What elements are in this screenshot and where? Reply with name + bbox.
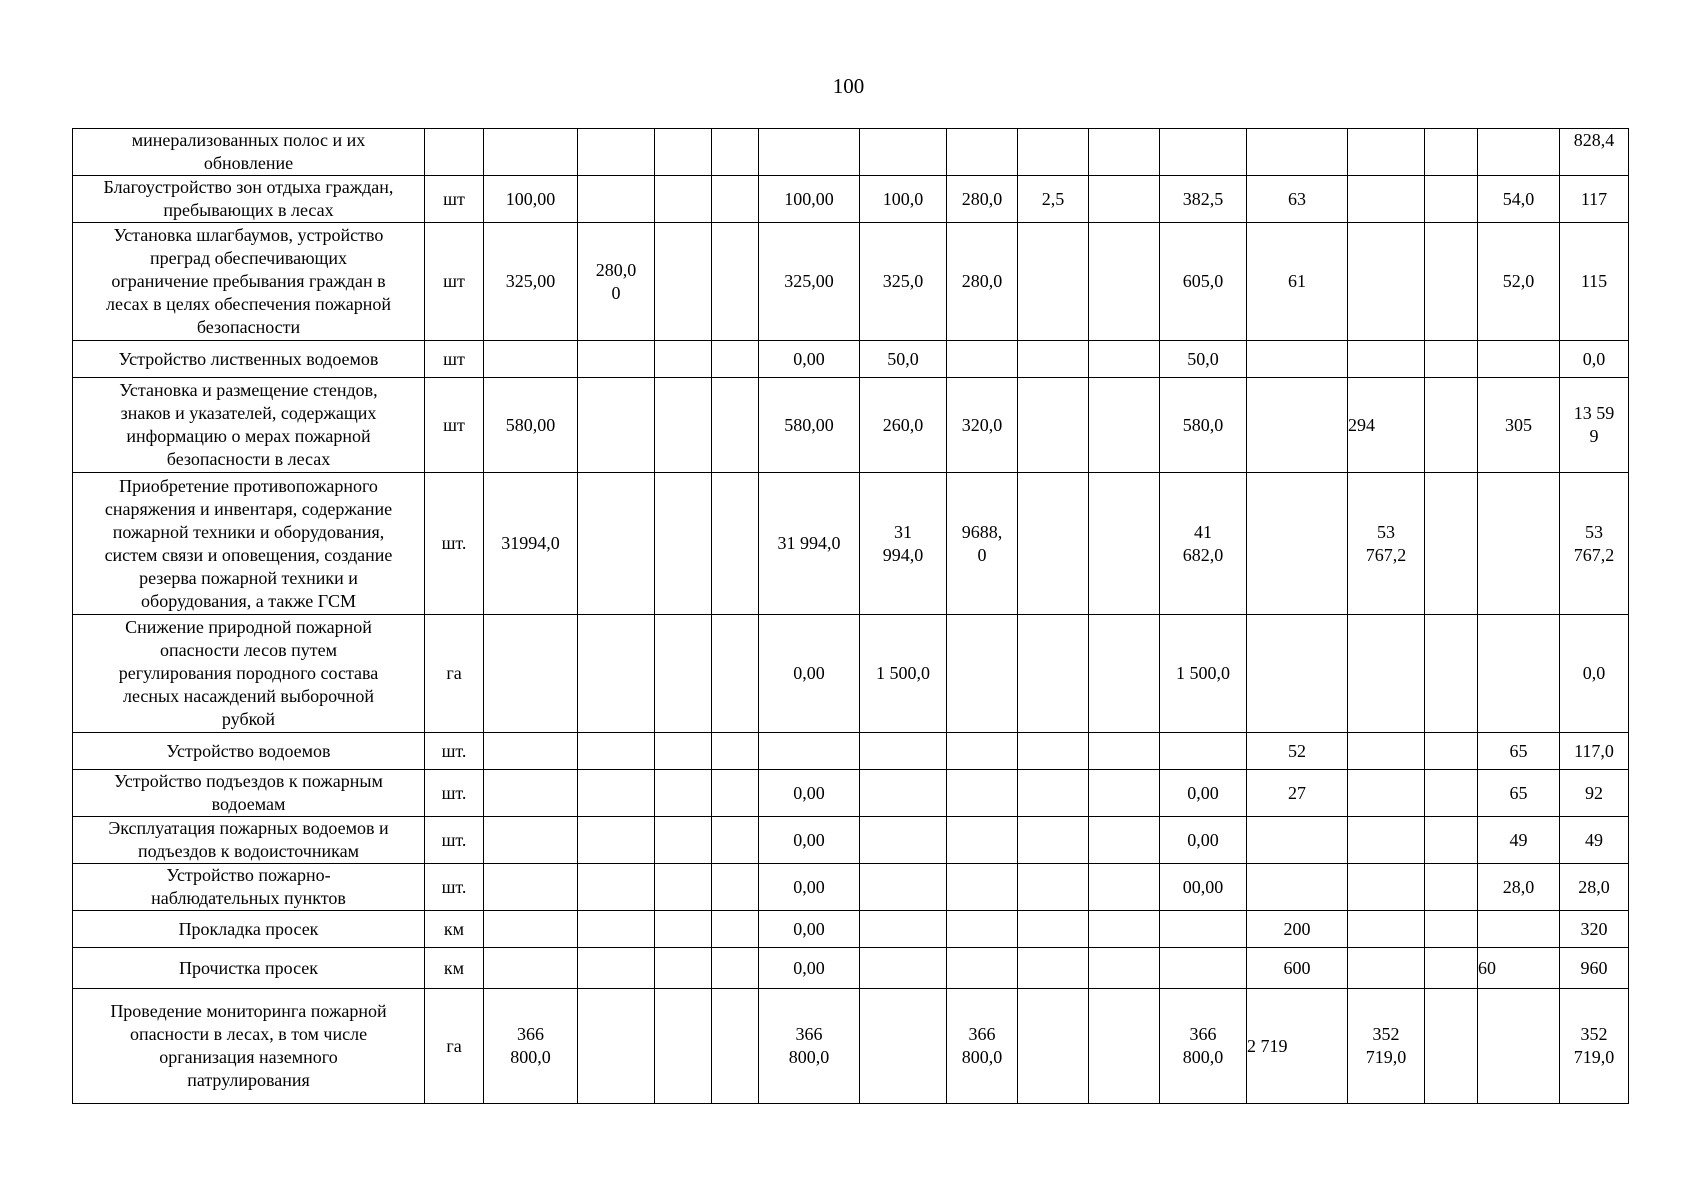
table-cell	[712, 989, 759, 1104]
table-cell: шт.	[425, 817, 484, 864]
table-cell: 580,00	[759, 378, 860, 473]
table-cell: 100,0	[860, 176, 947, 223]
table-cell: 580,0	[1160, 378, 1247, 473]
table-cell	[484, 733, 578, 770]
table-cell: 200	[1247, 911, 1348, 948]
table-cell	[1160, 948, 1247, 989]
table-cell	[578, 817, 655, 864]
table-cell: 366 800,0	[1160, 989, 1247, 1104]
table-cell	[655, 817, 712, 864]
table-cell	[860, 989, 947, 1104]
table-cell: 13 59 9	[1560, 378, 1629, 473]
table-cell	[1247, 615, 1348, 733]
table-cell: 320	[1560, 911, 1629, 948]
table-cell: 61	[1247, 223, 1348, 341]
table-cell	[484, 948, 578, 989]
table-row	[73, 615, 1629, 733]
table-cell	[1348, 129, 1425, 176]
table-cell	[425, 129, 484, 176]
table-cell	[1478, 911, 1560, 948]
table-cell	[1425, 176, 1478, 223]
table-cell: 294	[1348, 378, 1425, 473]
table-cell: 2 719	[1247, 989, 1348, 1104]
table-cell: 0,00	[759, 911, 860, 948]
table-cell	[1247, 817, 1348, 864]
table-cell: 65	[1478, 770, 1560, 817]
table-cell: 00,00	[1160, 864, 1247, 911]
table-cell: 52,0	[1478, 223, 1560, 341]
table-cell: км	[425, 911, 484, 948]
table-cell	[947, 817, 1018, 864]
table-cell	[947, 341, 1018, 378]
table-cell	[578, 176, 655, 223]
table-cell	[1018, 733, 1089, 770]
table-cell: 366 800,0	[759, 989, 860, 1104]
table-cell	[1425, 817, 1478, 864]
table-cell	[655, 733, 712, 770]
table-cell	[578, 615, 655, 733]
table-cell	[1247, 341, 1348, 378]
row-label: Благоустройство зон отдыха граждан, пребывающих в лесах	[73, 176, 425, 223]
table-row	[73, 129, 1629, 176]
table-row	[73, 770, 1629, 817]
table-cell	[1348, 948, 1425, 989]
table-cell	[484, 341, 578, 378]
table-cell: 352 719,0	[1560, 989, 1629, 1104]
table-cell	[1348, 911, 1425, 948]
table-cell	[712, 129, 759, 176]
table-cell	[1018, 341, 1089, 378]
row-label: Снижение природной пожарной опасности лесов путем регулирования породного состава лесных насаждений выборочной рубкой	[73, 615, 425, 733]
table-cell: 54,0	[1478, 176, 1560, 223]
table-cell: 100,00	[759, 176, 860, 223]
table-cell: га	[425, 989, 484, 1104]
table-cell	[712, 864, 759, 911]
table-cell	[860, 948, 947, 989]
table-cell	[860, 733, 947, 770]
table-cell	[712, 378, 759, 473]
table-cell: 27	[1247, 770, 1348, 817]
table-cell: шт	[425, 341, 484, 378]
table-cell	[1425, 473, 1478, 615]
table-cell: 0,00	[759, 615, 860, 733]
table-cell	[1478, 615, 1560, 733]
page-number: 100	[832, 74, 865, 98]
table-cell: 600	[1247, 948, 1348, 989]
table-cell	[712, 733, 759, 770]
table-cell: 828,4	[1560, 129, 1629, 176]
row-label: Установка и размещение стендов, знаков и указателей, содержащих информацию о мерах пожарной безопасности в лесах	[73, 378, 425, 473]
table-cell: 260,0	[860, 378, 947, 473]
table-row	[73, 864, 1629, 911]
table-cell	[655, 948, 712, 989]
table-cell	[1089, 615, 1160, 733]
table-cell: 49	[1560, 817, 1629, 864]
table-cell	[1089, 176, 1160, 223]
table-cell	[712, 341, 759, 378]
table-cell	[1089, 864, 1160, 911]
table-cell	[1478, 473, 1560, 615]
table-cell: шт	[425, 176, 484, 223]
table-cell	[712, 615, 759, 733]
table-cell	[578, 864, 655, 911]
table-cell: 0,0	[1560, 615, 1629, 733]
table-cell	[1247, 129, 1348, 176]
table-cell	[1425, 129, 1478, 176]
table-row	[73, 473, 1629, 615]
table-cell	[947, 911, 1018, 948]
table-cell: 52	[1247, 733, 1348, 770]
table-cell	[578, 948, 655, 989]
table-cell	[712, 911, 759, 948]
table-cell: 305	[1478, 378, 1560, 473]
table-cell: 325,00	[484, 223, 578, 341]
row-label: Установка шлагбаумов, устройство преград обеспечивающих ограничение пребывания граждан в лесах в целях обеспечения пожарной безопасности	[73, 223, 425, 341]
table-cell	[1089, 948, 1160, 989]
table-cell	[1160, 911, 1247, 948]
table-cell	[947, 948, 1018, 989]
table-cell	[712, 948, 759, 989]
table-cell	[484, 864, 578, 911]
table-cell: 325,0	[860, 223, 947, 341]
table-row	[73, 223, 1629, 341]
table-cell	[712, 473, 759, 615]
table-cell	[578, 770, 655, 817]
table-cell	[655, 864, 712, 911]
table-cell: 53 767,2	[1348, 473, 1425, 615]
table-cell	[1425, 770, 1478, 817]
table-cell: 0,00	[759, 817, 860, 864]
table-cell	[1478, 341, 1560, 378]
table-cell: 49	[1478, 817, 1560, 864]
table-cell	[1348, 864, 1425, 911]
table-cell	[1089, 911, 1160, 948]
table-cell	[712, 817, 759, 864]
table-cell	[1425, 864, 1478, 911]
table-cell	[1348, 733, 1425, 770]
table-cell: 28,0	[1478, 864, 1560, 911]
table-cell: 117	[1560, 176, 1629, 223]
table-cell	[655, 473, 712, 615]
table-cell: км	[425, 948, 484, 989]
table-cell	[1018, 989, 1089, 1104]
table-cell: 280,0 0	[578, 223, 655, 341]
table-cell: 325,00	[759, 223, 860, 341]
table-cell: 63	[1247, 176, 1348, 223]
table-cell	[1425, 733, 1478, 770]
table-cell	[578, 733, 655, 770]
table-cell: шт.	[425, 473, 484, 615]
table-cell	[1018, 378, 1089, 473]
table-cell	[1478, 129, 1560, 176]
table-cell	[1089, 129, 1160, 176]
row-label: Проведение мониторинга пожарной опасности в лесах, в том числе организация наземного патрулирования	[73, 989, 425, 1104]
table-cell	[484, 615, 578, 733]
row-label: Эксплуатация пожарных водоемов и подъездов к водоисточникам	[73, 817, 425, 864]
table-cell: 0,00	[759, 948, 860, 989]
row-label: Приобретение противопожарного снаряжения и инвентаря, содержание пожарной техники и оборудования, систем связи и оповещения, создание резерва пожарной техники и оборудования, а также ГСМ	[73, 473, 425, 615]
data-table	[72, 128, 1629, 1104]
table-cell	[1089, 378, 1160, 473]
table-cell	[947, 770, 1018, 817]
table-cell	[860, 129, 947, 176]
table-cell: 605,0	[1160, 223, 1247, 341]
table-cell: 53 767,2	[1560, 473, 1629, 615]
table-cell	[860, 911, 947, 948]
table-cell	[578, 911, 655, 948]
table-cell	[1160, 733, 1247, 770]
table-row	[73, 176, 1629, 223]
table-row	[73, 989, 1629, 1104]
table-cell	[860, 864, 947, 911]
table-row	[73, 341, 1629, 378]
table-cell: шт	[425, 378, 484, 473]
table-cell	[484, 911, 578, 948]
table-cell: 366 800,0	[947, 989, 1018, 1104]
table-cell	[1348, 341, 1425, 378]
table-cell	[1478, 989, 1560, 1104]
table-cell	[1089, 341, 1160, 378]
table-cell	[1348, 817, 1425, 864]
table-cell	[1018, 864, 1089, 911]
table-cell	[860, 770, 947, 817]
row-label: Прокладка просек	[73, 911, 425, 948]
table-cell	[1160, 129, 1247, 176]
table-cell	[578, 341, 655, 378]
table-cell	[655, 223, 712, 341]
table-cell	[712, 176, 759, 223]
table-cell	[1018, 911, 1089, 948]
table-cell	[655, 989, 712, 1104]
table-cell	[947, 615, 1018, 733]
table-cell: 0,00	[759, 864, 860, 911]
row-label: Прочистка просек	[73, 948, 425, 989]
table-cell: 2,5	[1018, 176, 1089, 223]
table-cell	[655, 378, 712, 473]
table-cell: 0,00	[1160, 770, 1247, 817]
table-cell	[1018, 615, 1089, 733]
table-row	[73, 911, 1629, 948]
table-cell: 1 500,0	[860, 615, 947, 733]
table-cell: 280,0	[947, 223, 1018, 341]
table-cell: 31994,0	[484, 473, 578, 615]
table-cell: 0,00	[759, 341, 860, 378]
table-cell: 117,0	[1560, 733, 1629, 770]
table-cell	[1425, 948, 1478, 989]
table-row	[73, 948, 1629, 989]
table-cell	[1348, 223, 1425, 341]
table-cell: га	[425, 615, 484, 733]
table-cell: 50,0	[860, 341, 947, 378]
table-cell	[1089, 817, 1160, 864]
row-label: Устройство водоемов	[73, 733, 425, 770]
table-cell	[1247, 864, 1348, 911]
table-cell	[484, 817, 578, 864]
table-cell: 41 682,0	[1160, 473, 1247, 615]
row-label: Устройство пожарно- наблюдательных пунктов	[73, 864, 425, 911]
table-cell	[1018, 473, 1089, 615]
table-cell	[947, 733, 1018, 770]
table-cell	[1089, 770, 1160, 817]
table-cell: 352 719,0	[1348, 989, 1425, 1104]
table-cell: 115	[1560, 223, 1629, 341]
table-cell: 960	[1560, 948, 1629, 989]
table-cell	[1425, 223, 1478, 341]
table-cell: 31 994,0	[759, 473, 860, 615]
table-cell	[1425, 341, 1478, 378]
table-cell: 28,0	[1560, 864, 1629, 911]
table-cell	[1247, 378, 1348, 473]
table-cell: шт.	[425, 864, 484, 911]
table-cell	[484, 129, 578, 176]
table-cell	[1018, 223, 1089, 341]
table-cell: 280,0	[947, 176, 1018, 223]
table-cell	[1089, 223, 1160, 341]
table-cell	[1018, 129, 1089, 176]
table-cell: шт.	[425, 733, 484, 770]
table-cell	[655, 770, 712, 817]
table-cell: 0,0	[1560, 341, 1629, 378]
table-cell	[1425, 615, 1478, 733]
table-row	[73, 378, 1629, 473]
table-cell: 65	[1478, 733, 1560, 770]
table-cell	[759, 129, 860, 176]
table-cell: 382,5	[1160, 176, 1247, 223]
table-cell	[655, 615, 712, 733]
row-label: Устройство подъездов к пожарным водоемам	[73, 770, 425, 817]
table-cell: 366 800,0	[484, 989, 578, 1104]
table-cell	[578, 989, 655, 1104]
table-row	[73, 817, 1629, 864]
table-cell	[1425, 378, 1478, 473]
table-cell	[947, 864, 1018, 911]
table-cell	[655, 341, 712, 378]
table-cell	[1018, 948, 1089, 989]
table-cell	[655, 129, 712, 176]
table-cell	[1348, 770, 1425, 817]
table-cell: 50,0	[1160, 341, 1247, 378]
table-cell: 0,00	[1160, 817, 1247, 864]
table-cell: 100,00	[484, 176, 578, 223]
table-cell	[1247, 473, 1348, 615]
table-cell	[578, 129, 655, 176]
table-cell: 320,0	[947, 378, 1018, 473]
table-cell: 9688, 0	[947, 473, 1018, 615]
table-cell	[1089, 989, 1160, 1104]
table-cell	[947, 129, 1018, 176]
table-cell	[578, 378, 655, 473]
table-cell	[759, 733, 860, 770]
table-cell	[1018, 770, 1089, 817]
table-cell	[1348, 615, 1425, 733]
table-cell	[1089, 733, 1160, 770]
table-cell	[1425, 911, 1478, 948]
table-cell	[655, 176, 712, 223]
row-label: минерализованных полос и их обновление	[73, 129, 425, 176]
table-cell: 1 500,0	[1160, 615, 1247, 733]
table-cell: 60	[1478, 948, 1560, 989]
table-cell: 31 994,0	[860, 473, 947, 615]
table-cell: 0,00	[759, 770, 860, 817]
table-cell	[860, 817, 947, 864]
table-cell	[1018, 817, 1089, 864]
table-cell: 580,00	[484, 378, 578, 473]
table-cell: 92	[1560, 770, 1629, 817]
table-cell	[578, 473, 655, 615]
row-label: Устройство лиственных водоемов	[73, 341, 425, 378]
table-cell	[655, 911, 712, 948]
table-cell	[1425, 989, 1478, 1104]
table-cell	[712, 770, 759, 817]
table-cell: шт	[425, 223, 484, 341]
table-cell: шт.	[425, 770, 484, 817]
table-row	[73, 733, 1629, 770]
table-cell	[1089, 473, 1160, 615]
table-cell	[484, 770, 578, 817]
table-cell	[1348, 176, 1425, 223]
table-cell	[712, 223, 759, 341]
